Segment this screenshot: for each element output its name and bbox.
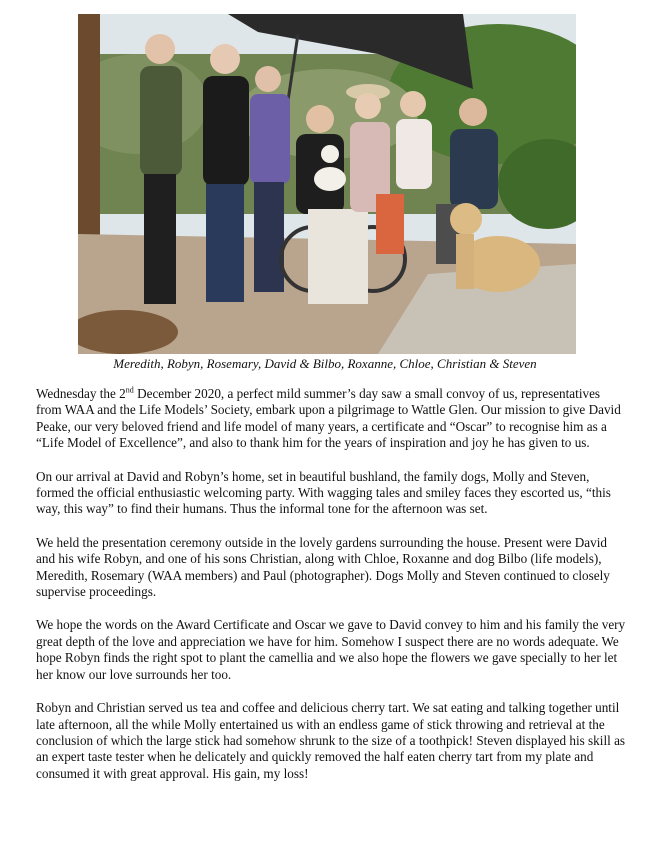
photo-caption: Meredith, Robyn, Rosemary, David & Bilbo, Roxanne, Chloe, Christian & Steven xyxy=(113,356,537,371)
group-photo xyxy=(78,14,576,354)
paragraph-3: We held the presentation ceremony outside in the lovely gardens surrounding the house. Present were David and his wife Robyn, and one of his sons Christian, along with Chloe, Roxanne and dog Bilbo (life models), Meredith, Rosemary (WAA members) and Paul (photographer). Dogs Molly and Steven continued to closely supervise proceedings. xyxy=(36,534,610,600)
paragraph-2: On our arrival at David and Robyn’s home, set in beautiful bushland, the family dogs, Molly and Steven, formed the official enthusiastic welcoming party. With wagging tales and smiley faces they escorted us, “this way, this way” to find their humans. Thus the informal tone for the afternoon was set. xyxy=(36,468,611,517)
paragraph-5: Robyn and Christian served us tea and coffee and delicious cherry tart. We sat eating and talking together until late afternoon, all the while Molly entertained us with an endless game of stick throwing and retrieval at the conclusion of which the large stick had somehow shrunk to the size of a toothpick! Steven displayed his skill as an expert taste tester when he delicately and quickly removed the half eaten cherry tart from my plate and consumed it with great approval. His gain, my loss! xyxy=(36,700,626,781)
paragraph-4: We hope the words on the Award Certificate and Oscar we gave to David convey to him and his family the very great depth of the love and appreciation we have for him. Somehow I suspect there are no words adequate. We hope Robyn finds the right spot to plant the camellia and we also hope the flowers we gave specially to her let her know our love surrounds her too. xyxy=(36,617,626,682)
article-body xyxy=(36,386,626,799)
paragraph-1: Wednesday the 2nd December 2020, a perfect mild summer’s day saw a small convoy of us, representatives from WAA and the Life Models’ Society, embark upon a pilgrimage to Wattle Glen. Our mission to give David Peake, our very beloved friend and life model of many years, a certificate and “Oscar” to recognise him as a “Life Model of Excellence”, and also to thank him for the years of inspiration and joy he has given to us. xyxy=(36,385,621,451)
